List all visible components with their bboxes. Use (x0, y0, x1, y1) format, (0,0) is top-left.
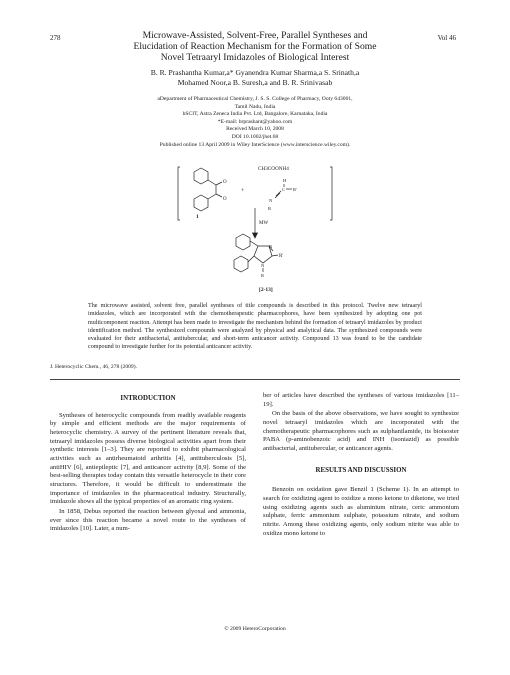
product-bottom-phenyl (234, 256, 248, 272)
doi: DOI 10.1002/jhet.68 (231, 133, 279, 140)
product-label: [2-13] (259, 287, 273, 293)
benzil-oxygen-bottom: O (223, 197, 227, 202)
authors-line-2: Mohamed Noor,a B. Suresh,a and B. R. Srinivasab (177, 78, 333, 87)
aldehyde-h: H (283, 178, 287, 183)
article-title (80, 30, 430, 63)
benzil-top-ring (194, 168, 208, 184)
affiliation-b: bSCIT, Astra Zeneca India Pvt. Ltd, Bangalore, Karnataka, India (182, 111, 328, 118)
product-r-prime: R' (279, 254, 284, 259)
author-list (80, 68, 430, 88)
copyright-footer: © 2009 HeteroCorporation (224, 626, 286, 632)
results-heading: RESULTS AND DISCUSSION (315, 466, 407, 474)
intro-paragraph-3: ber of articles have described the syntheses of various imidazoles [11–19]. (263, 392, 459, 408)
amine-r: R (268, 206, 272, 211)
volume-label: Vol 46 (437, 34, 456, 42)
plus-sign: + (241, 188, 245, 194)
divider (50, 379, 460, 380)
results-paragraph-1: Benzoin on oxidation gave Benzil 1 (Scheme 1). In an attempt to search for oxidizing agent to oxidize a mono ketone to diketone, we tried using oxidizing agents such as aluminium nitrate, ceric ammonium sulphate, ferric ammonium sulphate, potassium nitrate, and sodium nitrite. Among these oxidizing agents, only sodium nitrite was able to oxidize mono ketone to (263, 486, 459, 537)
benzil-oxygen-top: O (223, 180, 227, 185)
authors-line-1: B. R. Prashantha Kumar,a* Gyanendra Kumar Sharma,a S. Srinath,a (150, 68, 360, 77)
intro-paragraph-1: Syntheses of heterocyclic compounds from readily available reagents by simple and efficient methods are the major requirements of heterocyclic chemistry. A survey of the pertinent literature reveals that, tetraaryl imidazoles possess diverse biological activities apart from their synthetic interests [1–3]. They are reported to exhibit pharmacological activities such as antirheumatoid arthritis [4], antituberculosis [5], antiHIV [6], antiepileptic [7], and anticancer activity [8,9]. Some of the best-selling therapies today contain this versatile heterocycle in their core structures. Therefore, it would be difficult to underestimate the importance of imidazoles in the pharmaceutical industry. Structurally, imidazole shows all the typical properties of an aromatic ring system. (50, 411, 246, 506)
abstract: The microwave assisted, solvent free, parallel syntheses of title compounds is described in this protocol. Twelve new tetraaryl imidazoles, which are incorporated with the chemotherapeutic pharmacophores, have been synthesized by adopting one pot multicomponent reaction. Attempt has been made to investigate the mechanism behind the formation of tetraaryl imidazoles by product identification method. The synthesized compounds were analyzed by physical and analytical data. The synthesized compounds were evaluated for their antibacterial, antitubercular, and short-term anticancer activity. Compound 13 was found to be the candidate compound to investigate further for its potential anticancer activity. (88, 303, 422, 351)
mw-condition: MW (259, 221, 269, 226)
product-top-phenyl (236, 234, 250, 250)
product-n-top: N (269, 244, 273, 249)
ammonium-acetate: CH3COONH4 (258, 166, 289, 172)
title-line-3: Novel Tetraaryl Imidazoles of Biological Interest (160, 52, 350, 63)
page-number: 278 (50, 34, 61, 42)
journal-citation: J. Heterocyclic Chem., 46, 278 (2009). (50, 364, 137, 370)
title-line-1: Microwave-Assisted, Solvent-Free, Parallel Syntheses and (142, 30, 368, 41)
column-left (50, 392, 246, 535)
title-line-2: Elucidation of Reaction Mechanism for the Formation of Some (133, 41, 377, 52)
product-n-bottom: N (261, 263, 265, 268)
published-online: Published online 13 April 2009 in Wiley InterScience (www.interscience.wiley.com). (159, 141, 351, 148)
intro-paragraph-2: In 1858, Debus reported the reaction between glyoxal and ammonia, ever since this reaction became a novel route to the syntheses of imidazoles [10]. Later, a num- (50, 507, 246, 533)
introduction-heading: INTRODUCTION (120, 395, 176, 402)
intro-paragraph-4: On the basis of the above observations, we have sought to synthesize novel tetraaryl imidazoles which are incorporated with the chemotherapeutic pharmacophores such as sulphanilamide, its bioisoster PABA (p-aminobenzoic acid) and INH (isoniazid) as possible antibacterial, antitubercular, or anticancer agents. (263, 410, 459, 452)
product-r: R (261, 273, 265, 278)
aldehyde-r-prime: R' (293, 187, 297, 192)
column-right (263, 392, 459, 539)
affiliation-a-city: Tamil Nadu, India (234, 103, 276, 110)
received-date: Received March 10, 2008 (226, 126, 284, 133)
affiliations (80, 96, 430, 149)
compound-1-label: 1 (196, 214, 199, 220)
affiliation-a: aDepartment of Pharmaceutical Chemistry, J. S. S. College of Pharmacy, Ooty 643001, (157, 96, 353, 102)
benzil-bottom-ring (194, 195, 208, 211)
email: *E-mail: brprashant@yahoo.com (217, 118, 293, 125)
aldehyde-carbon: C (282, 187, 286, 192)
amine-nitrogen: N (269, 198, 273, 203)
reaction-scheme (176, 158, 336, 295)
